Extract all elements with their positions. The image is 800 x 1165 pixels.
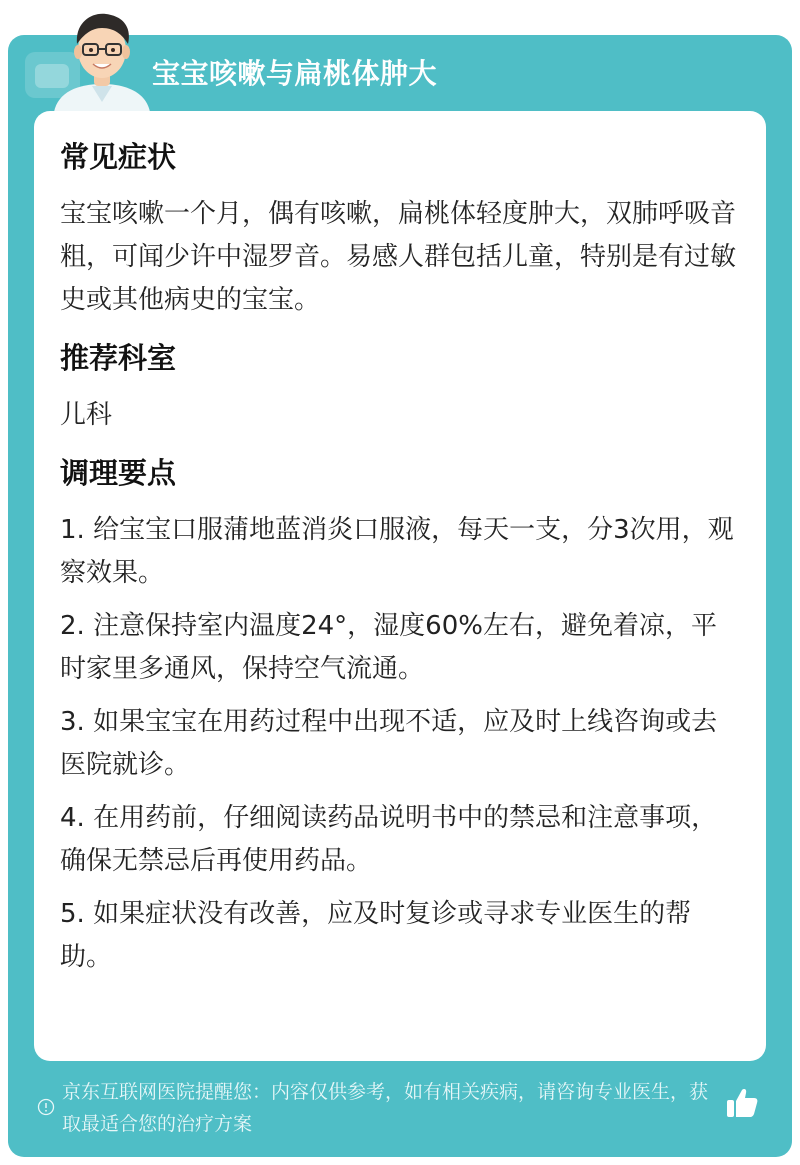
care-item-2: 2. 注意保持室内温度24°，湿度60%左右，避免着凉，平时家里多通风，保持空气流通。	[60, 611, 717, 684]
care-item-1: 1. 给宝宝口服蒲地蓝消炎口服液，每天一支，分3次用，观察效果。	[60, 515, 734, 588]
page-title: 宝宝咳嗽与扁桃体肿大	[152, 57, 438, 90]
section-heading-care: 调理要点	[60, 456, 177, 490]
care-item-5: 5. 如果症状没有改善，应及时复诊或寻求专业医生的帮助。	[60, 899, 692, 972]
doctor-avatar	[48, 6, 156, 112]
section-heading-symptoms: 常见症状	[60, 140, 177, 174]
thumbs-up-icon[interactable]	[724, 1085, 760, 1121]
content-card	[34, 111, 766, 1061]
care-item-4: 4. 在用药前，仔细阅读药品说明书中的禁忌和注意事项，确保无禁忌后再使用药品。	[60, 803, 718, 876]
care-item-3: 3. 如果宝宝在用药过程中出现不适，应及时上线咨询或去医院就诊。	[60, 707, 718, 780]
symptoms-text: 宝宝咳嗽一个月，偶有咳嗽，扁桃体轻度肿大，双肺呼吸音粗，可闻少许中湿罗音。易感人群包括儿童，特别是有过敏史或其他病史的宝宝。	[60, 199, 737, 315]
department-text: 儿科	[60, 400, 113, 430]
info-icon	[37, 1098, 55, 1116]
section-heading-department: 推荐科室	[60, 341, 177, 375]
footer-disclaimer: 京东互联网医院提醒您：内容仅供参考，如有相关疾病，请咨询专业医生，获取最适合您的治疗方案	[62, 1081, 709, 1135]
